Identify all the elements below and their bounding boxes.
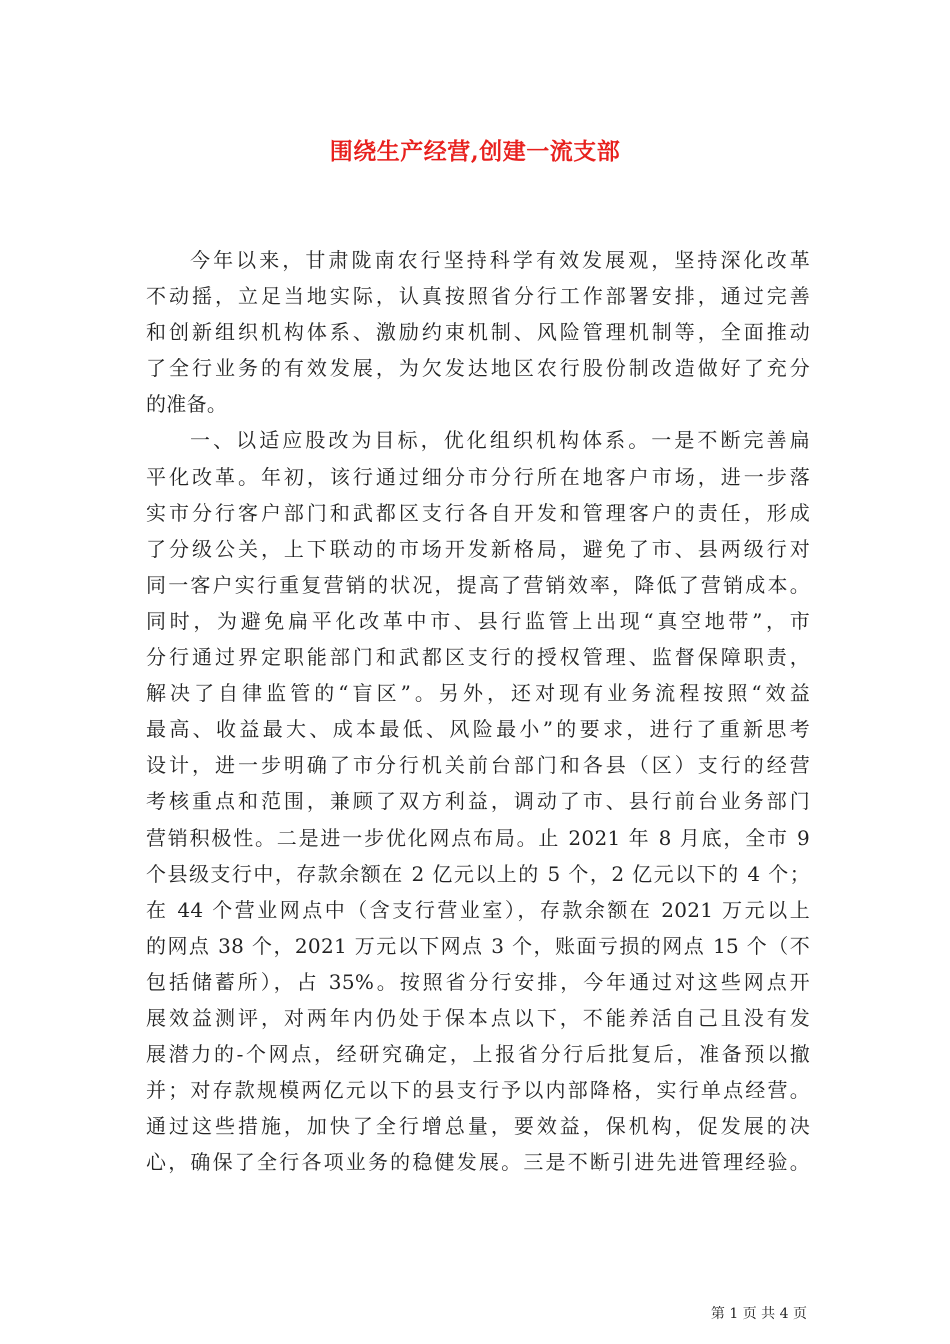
paragraph-line: 的网点 38 个，2021 万元以下网点 3 个，账面亏损的网点 15 个（不 (146, 933, 810, 958)
paragraph-line: 分行通过界定职能部门和武都区支行的授权管理、监督保障职责， (146, 645, 810, 670)
paragraph-line: 实市分行客户部门和武都区支行各自开发和管理客户的责任，形成 (146, 500, 810, 525)
paragraph-line: 包括储蓄所），占 35%。按照省分行安排，今年通过对这些网点开 (146, 969, 810, 994)
paragraph-line: 和创新组织机构体系、激励约束机制、风险管理机制等，全面推动 (146, 320, 810, 345)
paragraph-line: 平化改革。年初，该行通过细分市分行所在地客户市场，进一步落 (146, 464, 810, 489)
paragraph-line: 今年以来，甘肃陇南农行坚持科学有效发展观，坚持深化改革 (190, 248, 810, 272)
document-body (146, 242, 810, 1180)
paragraph-line: 设计，进一步明确了市分行机关前台部门和各县（区）支行的经营 (146, 753, 810, 778)
paragraph-line: 解决了自律监管的“盲区”。另外，还对现有业务流程按照“效益 (146, 681, 810, 706)
paragraph-line: 营销积极性。二是进一步优化网点布局。止 2021 年 8 月底，全市 9 (146, 825, 810, 850)
paragraph-line: 同一客户实行重复营销的状况，提高了营销效率，降低了营销成本。 (146, 572, 810, 597)
paragraph-line: 考核重点和范围，兼顾了双方利益，调动了市、县行前台业务部门 (146, 789, 810, 814)
paragraph-line: 并；对存款规模两亿元以下的县支行予以内部降格，实行单点经营。 (146, 1078, 810, 1103)
paragraph-line: 最高、收益最大、成本最低、风险最小”的要求，进行了重新思考 (146, 717, 810, 742)
page-number-footer: 第 1 页 共 4 页 (710, 1306, 807, 1322)
paragraph-line: 了全行业务的有效发展，为欠发达地区农行股份制改造做好了充分 (146, 356, 810, 381)
paragraph-line: 展潜力的-个网点，经研究确定，上报省分行后批复后，准备预以撤 (146, 1042, 810, 1067)
paragraph-line: 一、以适应股改为目标，优化组织机构体系。一是不断完善扁 (190, 428, 810, 453)
paragraph-line: 通过这些措施，加快了全行增总量，要效益，保机构，促发展的决 (146, 1114, 810, 1139)
paragraph-line: 的准备。 (146, 392, 228, 417)
document-title: 围绕生产经营,创建一流支部 (329, 138, 621, 165)
paragraph-line: 展效益测评，对两年内仍处于保本点以下，不能养活自己且没有发 (146, 1005, 810, 1030)
paragraph-line: 同时，为避免扁平化改革中市、县行监管上出现“真空地带”，市 (146, 608, 810, 633)
paragraph-line: 心，确保了全行各项业务的稳健发展。三是不断引进先进管理经验。 (146, 1150, 810, 1175)
paragraph-line: 在 44 个营业网点中（含支行营业室），存款余额在 2021 万元以上 (146, 897, 810, 922)
paragraph-line: 个县级支行中，存款余额在 2 亿元以上的 5 个，2 亿元以下的 4 个； (146, 861, 810, 886)
paragraph-line: 不动摇，立足当地实际，认真按照省分行工作部署安排，通过完善 (146, 284, 810, 309)
paragraph-line: 了分级公关，上下联动的市场开发新格局，避免了市、县两级行对 (146, 536, 810, 561)
